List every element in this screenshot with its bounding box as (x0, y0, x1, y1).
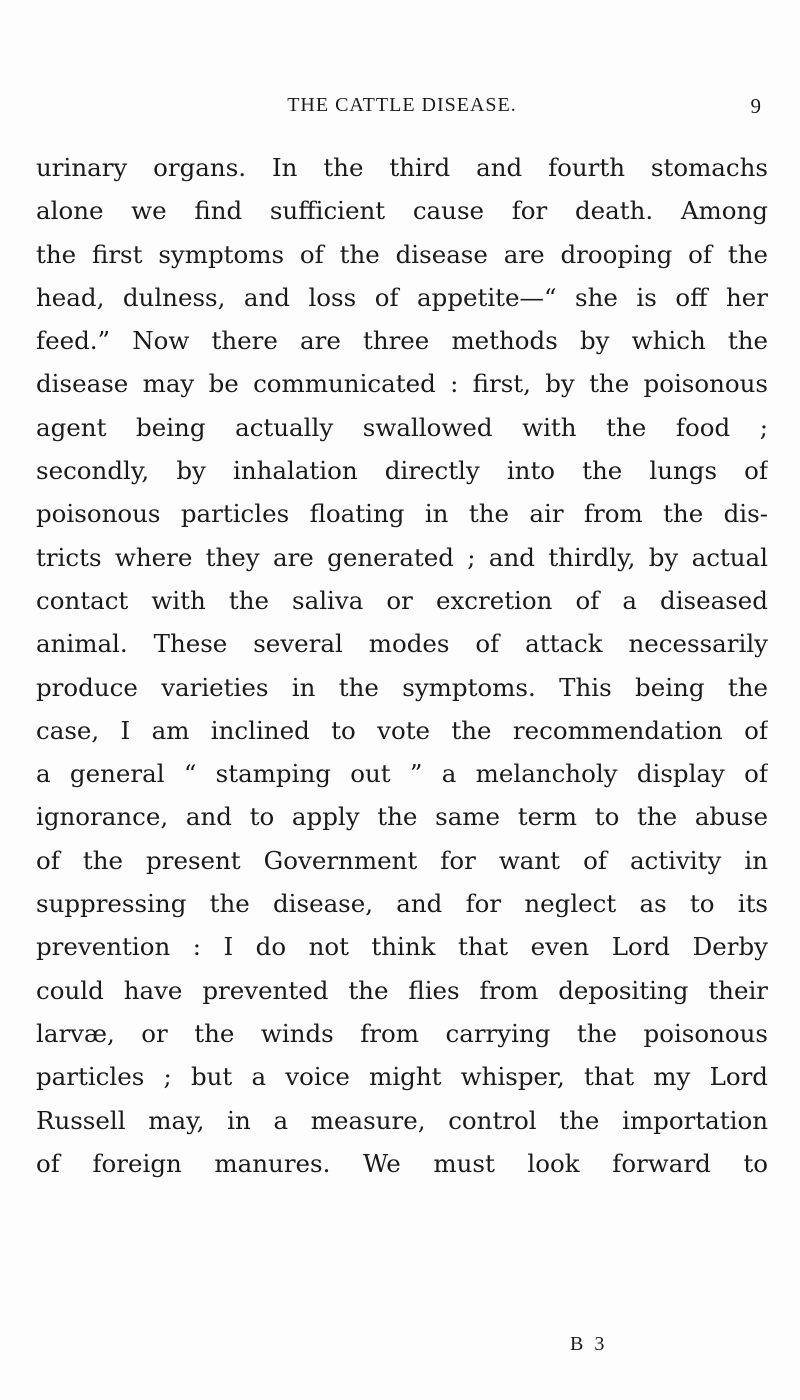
text-line: secondly, by inhalation directly into the lungs of (36, 456, 768, 486)
running-title: THE CATTLE DISEASE. (287, 94, 517, 116)
body-text (36, 146, 768, 1185)
text-line: produce varieties in the symptoms. This being the (36, 672, 768, 702)
text-line: tricts where they are generated ; and thirdly, by actual (36, 542, 768, 572)
text-line: a general “ stamping out ” a melancholy display of (36, 759, 768, 789)
text-line: contact with the saliva or excretion of a diseased (36, 585, 768, 615)
text-line: particles ; but a voice might whisper, that my Lord (36, 1062, 768, 1092)
text-line: head, dulness, and loss of appetite—“ she is off her (36, 282, 768, 312)
text-line: of the present Government for want of activity in (36, 845, 768, 875)
page-number: 9 (750, 94, 762, 118)
text-line: prevention : I do not think that even Lord Derby (36, 932, 768, 962)
text-line: ignorance, and to apply the same term to the abuse (36, 802, 768, 832)
text-line: agent being actually swallowed with the food ; (36, 412, 768, 442)
text-line: feed.” Now there are three methods by which the (36, 326, 768, 356)
text-line: could have prevented the flies from depositing their (36, 975, 768, 1005)
text-line: case, I am inclined to vote the recommendation of (36, 715, 768, 745)
text-line: poisonous particles floating in the air from the dis- (36, 499, 768, 529)
signature-mark: B 3 (570, 1333, 608, 1355)
text-line: animal. These several modes of attack necessarily (36, 629, 768, 659)
running-head (36, 94, 768, 124)
text-line: the first symptoms of the disease are drooping of the (36, 239, 768, 269)
text-line: urinary organs. In the third and fourth stomachs (36, 153, 768, 182)
text-line: alone we find sufficient cause for death. Among (36, 196, 768, 226)
text-line: suppressing the disease, and for neglect as to its (36, 889, 768, 919)
text-line: of foreign manures. We must look forward to (36, 1148, 768, 1178)
text-line: Russell may, in a measure, control the importation (36, 1105, 768, 1135)
text-line: larvæ, or the winds from carrying the poisonous (36, 1018, 768, 1048)
text-line: disease may be communicated : first, by the poisonous (36, 369, 768, 399)
